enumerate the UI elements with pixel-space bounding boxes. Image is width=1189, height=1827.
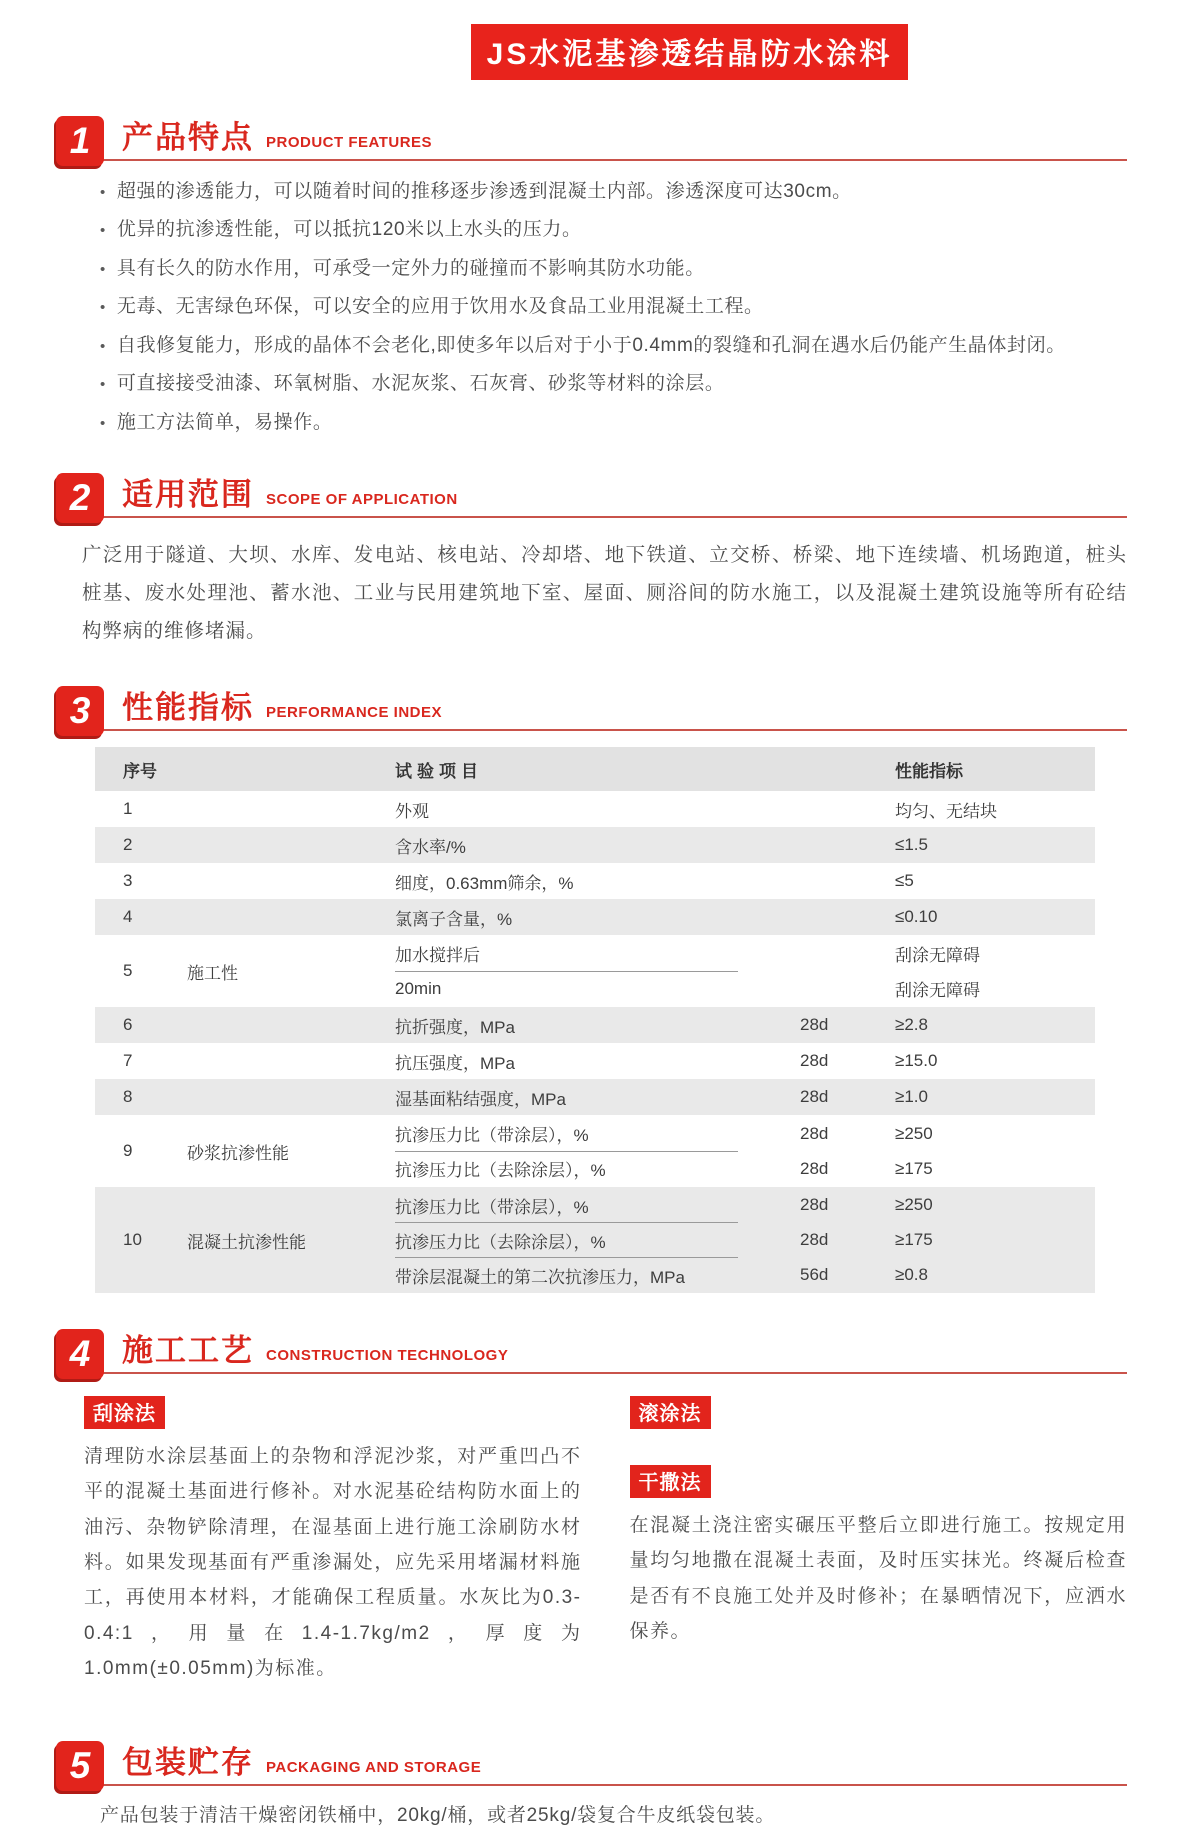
row-no: 4 — [123, 907, 133, 927]
row-no: 6 — [123, 1015, 133, 1035]
index-value: ≤1.5 — [895, 835, 928, 855]
row-no: 5 — [123, 961, 133, 981]
section-title-en: CONSTRUCTION TECHNOLOGY — [266, 1347, 509, 1365]
test-item: 抗渗压力比（带涂层），% — [395, 1126, 589, 1146]
table-row — [95, 1187, 1095, 1293]
table-row — [95, 1079, 1095, 1115]
test-item: 加水搅拌后 — [395, 946, 480, 966]
construction-methods — [84, 1396, 1127, 1705]
test-item: 20min — [395, 978, 442, 998]
test-item: 抗渗压力比（去除涂层），% — [395, 1161, 606, 1181]
row-group: 砂浆抗渗性能 — [187, 1143, 289, 1163]
age: 28d — [800, 1230, 829, 1250]
test-item: 抗压强度，MPa — [395, 1053, 515, 1073]
table-row — [95, 863, 1095, 899]
index-value: ≤0.10 — [895, 907, 938, 927]
row-no: 9 — [123, 1141, 133, 1161]
col-header-item: 试验项目 — [395, 761, 483, 781]
test-item: 含水率/% — [395, 837, 466, 857]
col-header-no: 序号 — [123, 761, 157, 781]
scope-paragraph: 广泛用于隧道、大坝、水库、发电站、核电站、冷却塔、地下铁道、立交桥、桥梁、地下连续墙、机场跑道，桩头桩基、废水处理池、蓄水池、工业与民用建筑地下室、屋面、厕浴间的防水施工，以及混凝土建筑设施等所有砼结构弊病的维修堵漏。 — [82, 544, 1127, 643]
page-title: JS水泥基渗透结晶防水涂料 — [471, 24, 909, 80]
index-value: ≥250 — [895, 1195, 933, 1215]
section-title-en: PERFORMANCE INDEX — [266, 704, 443, 722]
row-group: 混凝土抗渗性能 — [187, 1232, 306, 1252]
method-badge-scrape: 刮涂法 — [84, 1396, 165, 1429]
table-row — [95, 1043, 1095, 1079]
section-header-packaging — [56, 1741, 1127, 1786]
section-title-en: PRODUCT FEATURES — [266, 134, 433, 151]
section-header-scope — [56, 473, 1127, 518]
section-title-en: PACKAGING AND STORAGE — [266, 1759, 482, 1777]
row-no: 8 — [123, 1087, 133, 1107]
age: 28d — [800, 1087, 829, 1107]
test-item: 抗渗压力比（带涂层），% — [395, 1197, 589, 1217]
method-text-scrape: 清理防水涂层基面上的杂物和浮泥沙浆，对严重凹凸不平的混凝土基面进行修补。对水泥基砼结构防水面上的油污、杂物铲除清理，在湿基面上进行施工涂刷防水材料。如果发现基面有严重渗漏处，应先采用堵漏材料施工，再使用本材料，才能确保工程质量。水灰比为0.3-0.4:1，用量在1.4-1.7kg/m2，厚度为1.0mm(±0.05mm)为标准。 — [84, 1446, 582, 1680]
index-value: 均匀、无结块 — [895, 801, 997, 821]
section-number-badge: 3 — [56, 686, 104, 736]
index-value: 刮涂无障碍 — [895, 981, 980, 1001]
test-item: 氯离子含量，% — [395, 909, 513, 929]
index-value: ≥175 — [895, 1158, 933, 1178]
test-item: 细度，0.63mm筛余，% — [395, 873, 574, 893]
index-value: ≥2.8 — [895, 1015, 928, 1035]
table-row — [95, 1115, 1095, 1187]
section-number-badge: 4 — [56, 1329, 104, 1379]
section-header-product-features — [56, 116, 1127, 161]
row-no: 2 — [123, 835, 133, 855]
table-row — [95, 935, 1095, 1007]
method-column-left — [84, 1396, 582, 1705]
section-number-badge: 2 — [56, 473, 104, 523]
index-value: 刮涂无障碍 — [895, 946, 980, 966]
col-header-index: 性能指标 — [895, 761, 963, 781]
feature-item: • 可直接接受油漆、环氧树脂、水泥灰浆、石灰膏、砂浆等材料的涂层。 — [100, 369, 1139, 398]
table-row — [95, 791, 1095, 827]
test-item: 带涂层混凝土的第二次抗渗压力，MPa — [395, 1267, 685, 1287]
section-number-badge: 1 — [56, 116, 104, 166]
method-text-dry-sprinkle: 在混凝土浇注密实碾压平整后立即进行施工。按规定用量均匀地撒在混凝土表面，及时压实抹光。终凝后检查是否有不良施工处并及时修补；在暴晒情况下，应洒水保养。 — [629, 1515, 1127, 1643]
performance-table — [95, 747, 1095, 1293]
table-row — [95, 827, 1095, 863]
feature-item: • 具有长久的防水作用，可承受一定外力的碰撞而不影响其防水功能。 — [100, 254, 1139, 283]
feature-item: • 优异的抗渗透性能，可以抵抗120米以上水头的压力。 — [100, 215, 1139, 244]
test-item: 抗折强度，MPa — [395, 1017, 515, 1037]
index-value: ≥175 — [895, 1230, 933, 1250]
test-item: 外观 — [395, 801, 429, 821]
row-no: 3 — [123, 871, 133, 891]
age: 28d — [800, 1051, 829, 1071]
age: 28d — [800, 1123, 829, 1143]
index-value: ≤5 — [895, 871, 914, 891]
feature-item: • 自我修复能力，形成的晶体不会老化,即使多年以后对于小于0.4mm的裂缝和孔洞在遇水后仍能产生晶体封闭。 — [100, 331, 1139, 360]
row-no: 10 — [123, 1230, 142, 1250]
feature-item: • 施工方法简单，易操作。 — [100, 408, 1139, 437]
packaging-text: 产品包装于清洁干燥密闭铁桶中，20kg/桶，或者25kg/袋复合牛皮纸袋包装。 — [100, 1805, 776, 1827]
row-no: 1 — [123, 799, 133, 819]
age: 28d — [800, 1015, 829, 1035]
section-title-cn: 性能指标 — [122, 690, 254, 726]
feature-item: • 超强的渗透能力，可以随着时间的推移逐步渗透到混凝土内部。渗透深度可达30cm。 — [100, 177, 1139, 206]
section-title-cn: 适用范围 — [122, 477, 254, 513]
feature-list — [100, 177, 1139, 437]
index-value: ≥0.8 — [895, 1265, 928, 1285]
product-sheet — [0, 24, 1189, 1827]
section-title-cn: 施工工艺 — [122, 1333, 254, 1369]
test-item: 湿基面粘结强度，MPa — [395, 1089, 566, 1109]
row-no: 7 — [123, 1051, 133, 1071]
section-title-cn: 包装贮存 — [122, 1745, 254, 1781]
table-row — [95, 899, 1095, 935]
feature-item: • 无毒、无害绿色环保，可以安全的应用于饮用水及食品工业用混凝土工程。 — [100, 292, 1139, 321]
method-badge-roll: 滚涂法 — [630, 1396, 711, 1429]
section-number-badge: 5 — [56, 1741, 104, 1791]
section-title-en: SCOPE OF APPLICATION — [266, 491, 458, 509]
row-group: 施工性 — [187, 963, 238, 983]
age: 28d — [800, 1195, 829, 1215]
index-value: ≥1.0 — [895, 1087, 928, 1107]
table-header-row — [95, 747, 1095, 791]
method-gap — [630, 1429, 1128, 1465]
table-row — [95, 1007, 1095, 1043]
age: 28d — [800, 1158, 829, 1178]
method-column-right — [630, 1396, 1128, 1705]
index-value: ≥250 — [895, 1123, 933, 1143]
age: 56d — [800, 1265, 829, 1285]
test-item: 抗渗压力比（去除涂层），% — [395, 1232, 606, 1252]
method-badge-dry-sprinkle: 干撒法 — [630, 1465, 711, 1498]
index-value: ≥15.0 — [895, 1051, 938, 1071]
section-title-cn: 产品特点 — [122, 120, 254, 155]
section-header-performance — [56, 686, 1127, 731]
section-header-construction — [56, 1329, 1127, 1374]
